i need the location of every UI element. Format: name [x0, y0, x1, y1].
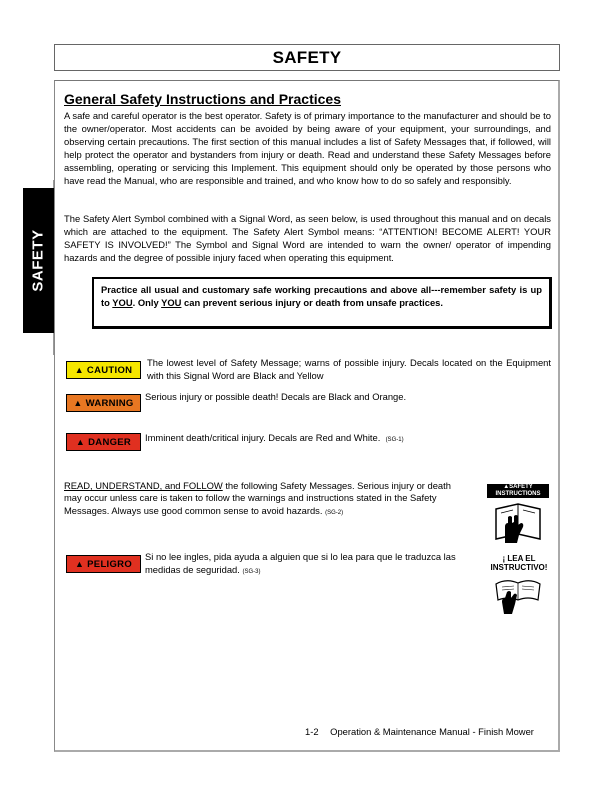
- peligro-description: [145, 550, 480, 579]
- page-footer: [305, 726, 534, 737]
- danger-decal: [66, 433, 141, 451]
- callout-text: can prevent serious injury or death from unsafe practices.: [181, 297, 443, 309]
- side-tab: [23, 188, 54, 333]
- page-number: 1-2: [305, 726, 319, 737]
- read-lead: READ, UNDERSTAND, and FOLLOW: [64, 480, 223, 491]
- decal-label: WARNING: [85, 397, 134, 409]
- warning-decal: [66, 394, 141, 412]
- reference-code: (SG-3): [242, 569, 261, 576]
- callout-text: . Only: [132, 297, 162, 309]
- callout-text: Practice all usual and customary safe working precautions and above all---remember safety is up to: [101, 284, 542, 309]
- read-text: the following Safety Messages. Serious injury or death may occur unless care is taken to follow the warnings and instructions stated in the Safety Messages. Always use good common sense to avoid hazards.: [64, 480, 451, 516]
- read-manual-icon: [493, 501, 543, 543]
- peligro-text: Si no lee ingles, pida ayuda a alguien que si lo lea para que le traduzca las medidas de seguridad.: [145, 551, 456, 576]
- reference-code: (SG-1): [385, 437, 404, 443]
- alert-symbol-paragraph: The Safety Alert Symbol combined with a Signal Word, as seen below, is used throughout this manual and on decals which are attached to the equipment. The Safety Alert Symbol means: “ATTENTION! BECOME ALERT! YOUR SAFETY IS INVOLVED!” The Symbol and Signal Word are intended to warn the owner/ operator of impending hazards and the degree of possible injury faced when operating this equipment.: [64, 213, 551, 264]
- header-title: SAFETY: [272, 47, 342, 67]
- lea-line2: INSTRUCTIVO!: [490, 563, 548, 572]
- safety-callout-box: [92, 277, 552, 329]
- lea-el-instructivo-label: [486, 554, 552, 572]
- peligro-decal: [66, 555, 141, 573]
- page-header: [54, 44, 560, 71]
- lea-line1: ¡ LEA EL: [502, 554, 536, 563]
- decal-label: PELIGRO: [87, 558, 133, 570]
- manual-title: Operation & Maintenance Manual - Finish Mower: [330, 726, 534, 737]
- alert-triangle-icon: ▲: [74, 559, 85, 569]
- read-instructions-book-icon: [494, 574, 542, 616]
- warning-description: Serious injury or possible death! Decals are Black and Orange.: [145, 391, 407, 402]
- si-line1: SAFETY: [509, 484, 533, 490]
- caution-description: The lowest level of Safety Message; warns of possible injury. Decals located on the Equipment with this Signal Word are Black and Yellow: [147, 357, 551, 382]
- si-line2: INSTRUCTIONS: [495, 491, 541, 497]
- alert-triangle-icon: ▲: [503, 484, 510, 490]
- decal-label: DANGER: [88, 436, 132, 448]
- decal-label: CAUTION: [86, 364, 133, 376]
- side-tab-label: SAFETY: [30, 229, 47, 292]
- section-title: General Safety Instructions and Practices: [64, 91, 341, 107]
- safety-instructions-label: [487, 484, 549, 498]
- alert-triangle-icon: ▲: [74, 365, 84, 375]
- danger-text: Imminent death/critical injury. Decals are Red and White.: [145, 432, 381, 443]
- callout-you: YOU: [161, 297, 182, 309]
- alert-triangle-icon: ▲: [73, 398, 83, 408]
- callout-you: YOU: [112, 297, 133, 309]
- danger-description: [145, 431, 404, 447]
- reference-code: (SG-2): [325, 509, 344, 516]
- intro-paragraph: A safe and careful operator is the best operator. Safety is of primary importance to the manufacturer and should be to the owner/operator. Most accidents can be avoided by being aware of your equipment, your surroundings, and observing certain precautions. The first section of this manual includes a list of Safety Messages that, if followed, will help protect the operator and bystanders from injury or death. Read and understand these Safety Messages before assembling, operating or servicing this Implement. This equipment should only be operated by those persons who have read the Manual, who are responsible and trained, and who know how to do so safely and responsibly.: [64, 110, 551, 187]
- read-understand-paragraph: [64, 480, 464, 519]
- alert-triangle-icon: ▲: [75, 437, 86, 447]
- caution-decal: [66, 361, 141, 379]
